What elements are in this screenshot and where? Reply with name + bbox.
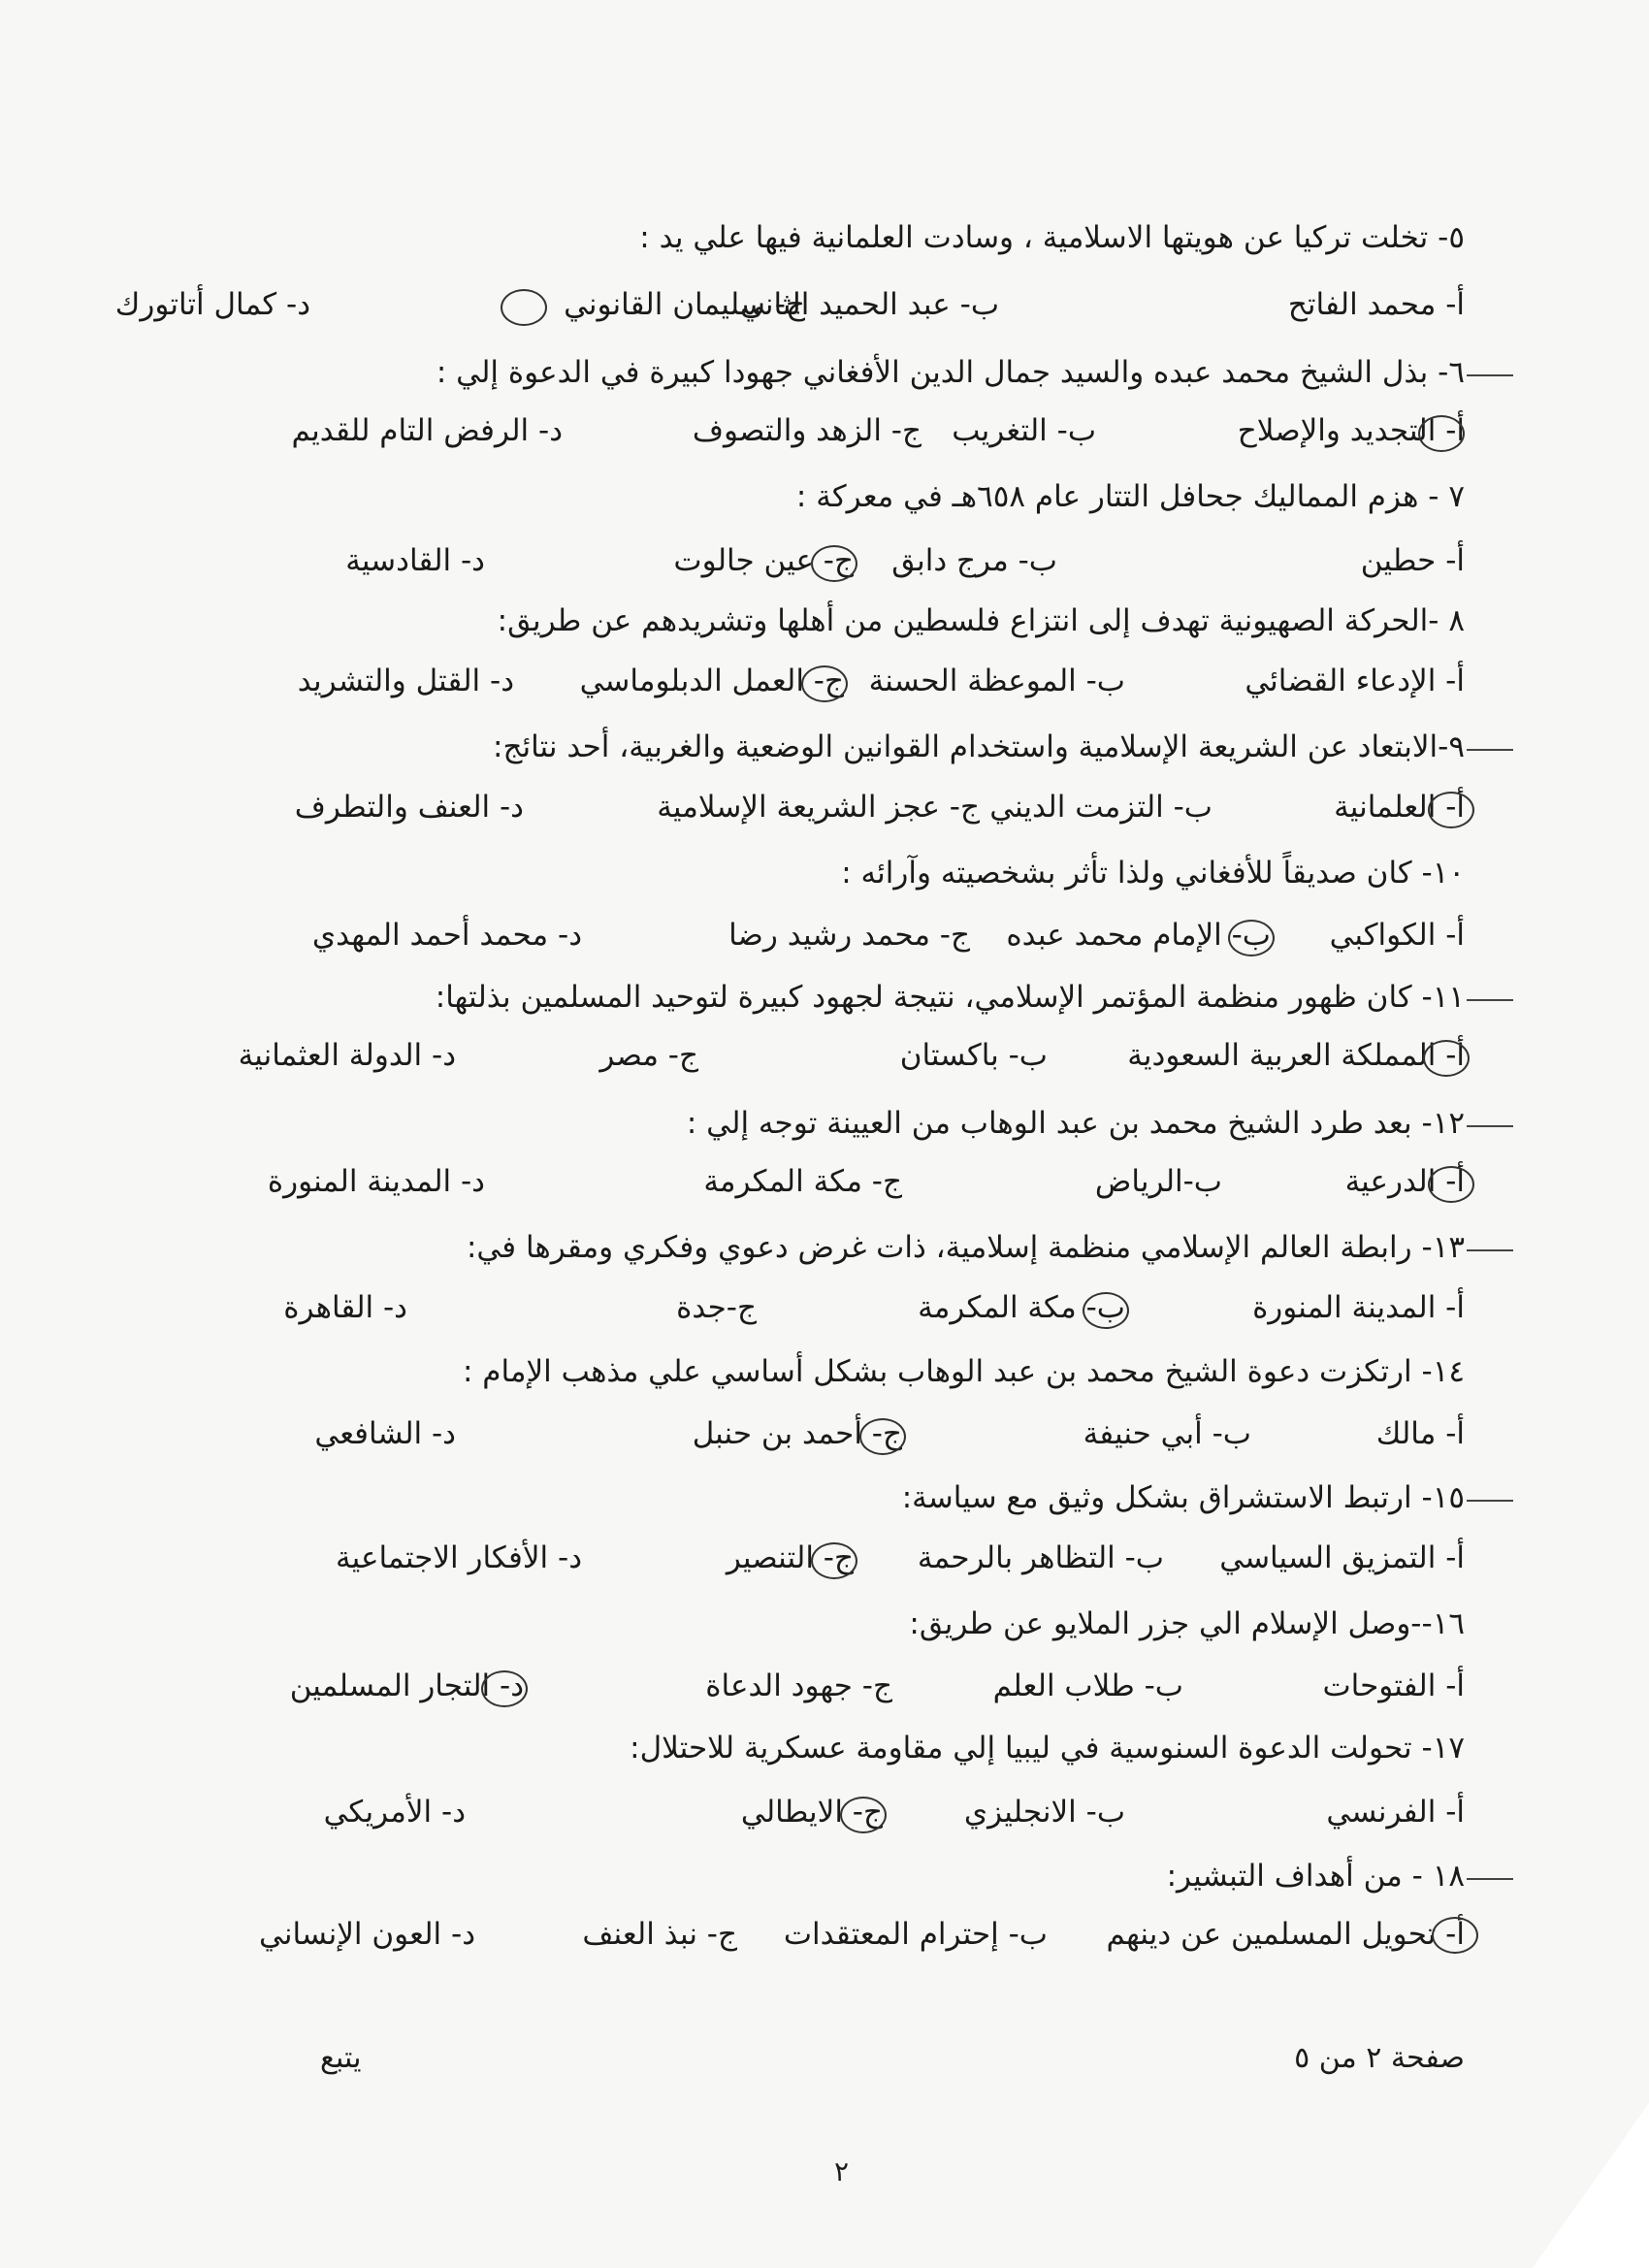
- answer-circle-mark: [840, 1797, 887, 1833]
- option-a: أ- مالك: [1375, 1416, 1465, 1451]
- option-a: أ- حطين: [1360, 543, 1465, 578]
- page-label: صفحة ٢ من ٥: [1294, 2041, 1465, 2075]
- option-a: أ- العلمانية: [1334, 790, 1465, 825]
- option-b: ب- مرج دابق: [891, 543, 1057, 578]
- option-d: د- العنف والتطرف: [294, 790, 524, 825]
- answer-circle-mark: [859, 1418, 906, 1455]
- question-17: ١٧- تحولت الدعوة السنوسية في ليبيا إلي مقاومة عسكرية للاحتلال:: [630, 1731, 1465, 1766]
- option-c: ج- مكة المكرمة: [703, 1164, 902, 1199]
- option-b: ب- إحترام المعتقدات: [783, 1917, 1048, 1952]
- option-a: أ- الإدعاء القضائي: [1245, 664, 1465, 698]
- option-b: ب- التغريب: [952, 413, 1096, 448]
- option-b: ب- الإمام محمد عبده: [1006, 918, 1271, 953]
- option-d: د- الدولة العثمانية: [238, 1038, 456, 1073]
- option-b: ب- باكستان: [899, 1038, 1048, 1073]
- option-a: أ- تحويل المسلمين عن دينهم: [1106, 1917, 1465, 1952]
- margin-tick: [1467, 374, 1513, 376]
- option-b: ب-الرياض: [1094, 1164, 1222, 1199]
- option-c: ج- عجز الشريعة الإسلامية: [657, 790, 980, 825]
- option-d: د- الأفكار الاجتماعية: [336, 1540, 582, 1575]
- option-a: أ- محمد الفاتح: [1287, 287, 1465, 322]
- option-a: أ- الفرنسي: [1326, 1795, 1465, 1830]
- option-d: د- الشافعي: [314, 1416, 456, 1451]
- option-b: ب- الانجليزي: [963, 1795, 1125, 1830]
- option-b: ب- الموعظة الحسنة: [868, 664, 1125, 698]
- answer-circle-mark: [811, 545, 857, 582]
- option-a: أ- الكواكبي: [1329, 918, 1465, 953]
- answer-circle-mark: [811, 1542, 857, 1579]
- question-18: ١٨ - من أهداف التبشير:: [1166, 1859, 1465, 1894]
- margin-tick: [1467, 749, 1513, 751]
- answer-circle-mark: [1428, 1166, 1474, 1203]
- question-11: ١١- كان ظهور منظمة المؤتمر الإسلامي، نتيجة لجهود كبيرة لتوحيد المسلمين بذلتها:: [435, 980, 1465, 1015]
- question-16: ١٦--وصل الإسلام الي جزر الملايو عن طريق:: [909, 1606, 1465, 1641]
- question-12: ١٢- بعد طرد الشيخ محمد بن عبد الوهاب من العيينة توجه إلي :: [686, 1106, 1465, 1141]
- question-15: ١٥- ارتبط الاستشراق بشكل وثيق مع سياسة:: [901, 1480, 1465, 1515]
- question-13: ١٣- رابطة العالم الإسلامي منظمة إسلامية، ذات غرض دعوي وفكري ومقرها في:: [466, 1230, 1465, 1265]
- question-10: ١٠- كان صديقاً للأفغاني ولذا تأثر بشخصيته وآرائه :: [841, 856, 1465, 891]
- option-c: ج- مصر: [599, 1038, 698, 1073]
- question-6: ٦- بذل الشيخ محمد عبده والسيد جمال الدين الأفغاني جهودا كبيرة في الدعوة إلي :: [436, 355, 1465, 390]
- question-14: ١٤- ارتكزت دعوة الشيخ محمد بن عبد الوهاب بشكل أساسي علي مذهب الإمام :: [462, 1354, 1465, 1389]
- option-a: أ- التجديد والإصلاح: [1237, 413, 1465, 448]
- question-8: ٨ -الحركة الصهيونية تهدف إلى انتزاع فلسطين من أهلها وتشريدهم عن طريق:: [497, 603, 1465, 638]
- option-d: د- العون الإنساني: [259, 1917, 475, 1952]
- margin-tick: [1467, 1125, 1513, 1127]
- option-a: أ- المدينة المنورة: [1252, 1290, 1465, 1325]
- margin-tick: [1467, 1249, 1513, 1251]
- answer-circle-mark: [1428, 792, 1474, 828]
- answer-circle-mark: [481, 1670, 528, 1707]
- option-a: أ- التمزيق السياسي: [1219, 1540, 1465, 1575]
- option-c: ج- الايطالي: [740, 1795, 883, 1830]
- question-9: ٩-الابتعاد عن الشريعة الإسلامية واستخدام القوانين الوضعية والغربية، أحد نتائج:: [493, 729, 1465, 764]
- option-b: ب- طلاب العلم: [992, 1669, 1183, 1703]
- answer-circle-mark: [1432, 1917, 1478, 1954]
- option-d: د- القادسية: [345, 543, 485, 578]
- answer-circle-mark: [501, 289, 547, 326]
- option-a: أ- الدرعية: [1344, 1164, 1465, 1199]
- option-b: ب- التظاهر بالرحمة: [917, 1540, 1164, 1575]
- option-c: ج- سليمان القانوني: [564, 287, 805, 322]
- continue-label: يتبع: [320, 2041, 362, 2075]
- option-b: ب- التزمت الديني: [989, 790, 1212, 825]
- option-d: د- كمال أتاتورك: [114, 287, 310, 322]
- answer-circle-mark: [1228, 920, 1275, 956]
- option-c: ج- نبذ العنف: [582, 1917, 737, 1952]
- folded-corner: [1533, 2103, 1649, 2268]
- option-c: ج- أحمد بن حنبل: [692, 1416, 902, 1451]
- question-5: ٥- تخلت تركيا عن هويتها الاسلامية ، وسادت العلمانية فيها علي يد :: [639, 220, 1465, 255]
- option-d: د- المدينة المنورة: [267, 1164, 485, 1199]
- option-c: ج- التنصير: [726, 1540, 854, 1575]
- option-d: د- الرفض التام للقديم: [291, 413, 563, 448]
- margin-tick: [1467, 1500, 1513, 1502]
- option-c: ج- محمد رشيد رضا: [728, 918, 970, 953]
- answer-circle-mark: [801, 665, 848, 702]
- margin-tick: [1467, 999, 1513, 1001]
- option-d: د- التجار المسلمين: [289, 1669, 524, 1703]
- option-c: ج- جهود الدعاة: [705, 1669, 892, 1703]
- answer-circle-mark: [1423, 1040, 1470, 1077]
- question-7: ٧ - هزم المماليك جحافل التتار عام ٦٥٨هـ في معركة :: [795, 479, 1465, 514]
- margin-tick: [1467, 1878, 1513, 1880]
- option-a: أ- الفتوحات: [1322, 1669, 1465, 1703]
- option-c: ج-جدة: [676, 1290, 757, 1325]
- answer-circle-mark: [1083, 1292, 1129, 1329]
- option-b: ب- مكة المكرمة: [918, 1290, 1125, 1325]
- option-d: د- الأمريكي: [323, 1795, 466, 1830]
- page-number: ٢: [834, 2155, 850, 2187]
- option-d: د- القتل والتشريد: [297, 664, 514, 698]
- option-b: ب- أبي حنيفة: [1083, 1416, 1251, 1451]
- option-d: د- القاهرة: [283, 1290, 407, 1325]
- option-b: ب- عبد الحميد الثاني: [740, 287, 999, 322]
- option-c: ج- عين جالوت: [673, 543, 854, 578]
- option-d: د- محمد أحمد المهدي: [311, 918, 582, 953]
- option-c: ج- الزهد والتصوف: [692, 413, 922, 448]
- option-c: ج- العمل الدبلوماسي: [579, 664, 844, 698]
- option-a: أ- المملكة العربية السعودية: [1127, 1038, 1465, 1073]
- answer-circle-mark: [1418, 415, 1465, 452]
